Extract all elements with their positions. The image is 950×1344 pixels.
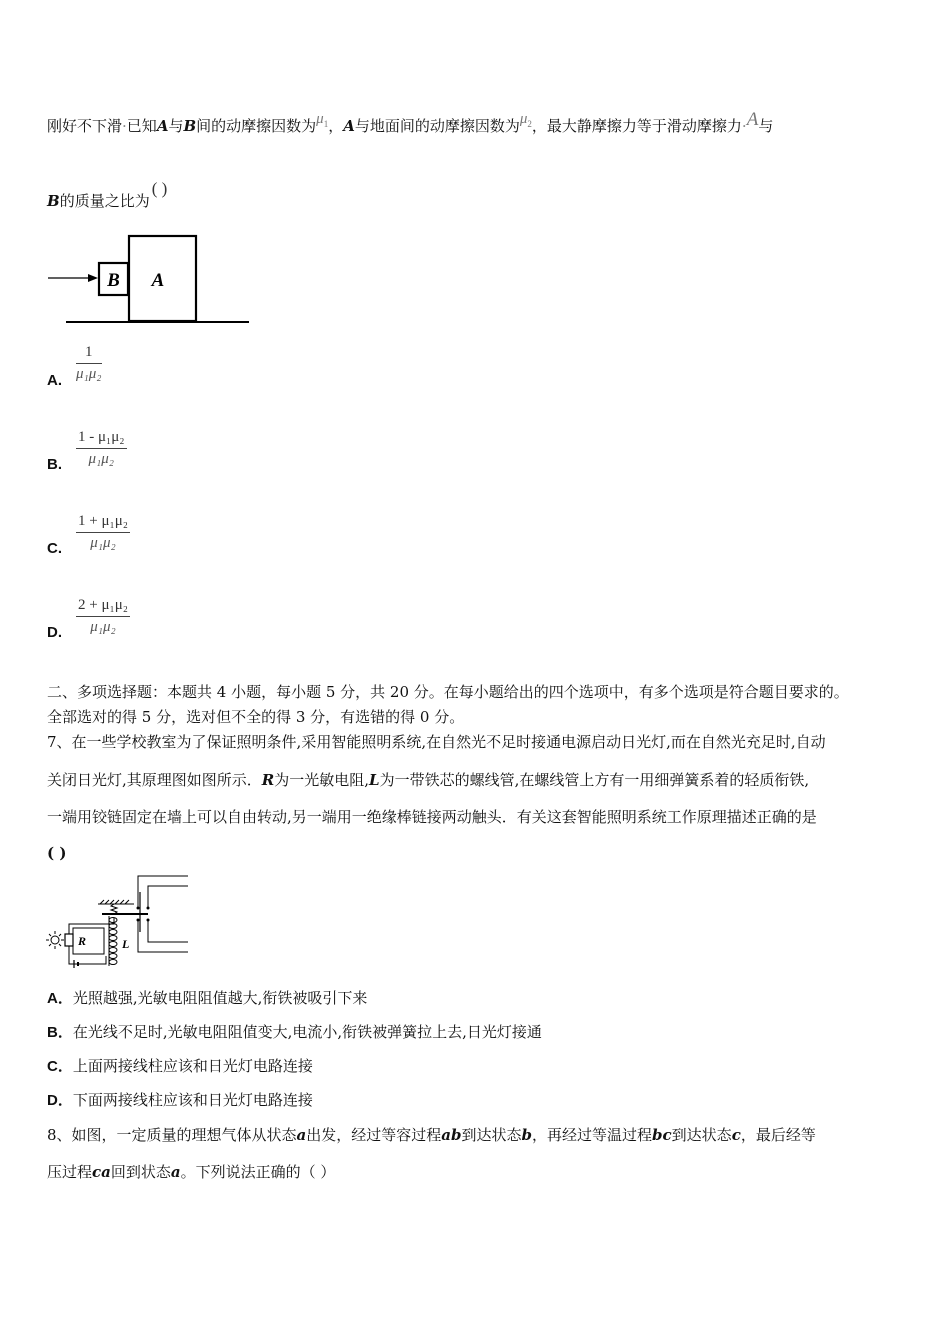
option-label: B． — [47, 1024, 73, 1041]
upper-terminal-outer — [138, 876, 188, 908]
q6-text: 已知 — [126, 117, 157, 135]
block-a-label: A — [151, 270, 165, 291]
q6-answer-paren: ( ) — [151, 179, 168, 198]
q7-text: 关闭日光灯,其原理图如图所示． — [47, 771, 262, 789]
section2-header-line1: 二、多项选择题：本题共 4 小题，每小题 5 分，共 20 分。在每小题给出的四个选项中，有多个选项是符合题目要求的。 — [47, 683, 849, 701]
q6-mu1: $\mu_1$ — [316, 111, 329, 129]
q8-text: 出发，经过等容过程 — [306, 1126, 442, 1144]
option-label: D． — [47, 1092, 73, 1109]
q6-option-a[interactable] — [47, 371, 62, 389]
q8-text: 回到状态 — [110, 1163, 171, 1181]
q8-process-ab: ab — [441, 1126, 462, 1144]
q7-circuit-figure — [44, 872, 194, 972]
fraction-numerator: 2 + μ₁μ₂ — [76, 597, 130, 617]
option-label: A． — [47, 990, 73, 1007]
fraction-denominator: μ₁μ₂ — [90, 619, 116, 635]
fraction-denominator: μ₁μ₂ — [90, 535, 116, 551]
option-label: D. — [47, 624, 62, 641]
q6-text: 与 — [168, 117, 184, 135]
light-source-icon — [46, 931, 64, 949]
option-label: C. — [47, 540, 62, 557]
q6-var-a: A — [343, 117, 355, 135]
q8-text: ，再经过等温过程 — [532, 1126, 653, 1144]
q8-process-bc: bc — [652, 1126, 672, 1144]
option-label: C． — [47, 1058, 73, 1075]
fraction-denominator: μ₁μ₂ — [76, 366, 102, 382]
q8-text: ，最后经等 — [740, 1126, 816, 1144]
option-text: 在光线不足时,光敏电阻阻值变大,电流小,衔铁被弹簧拉上去,日光灯接通 — [72, 1023, 542, 1041]
q6-option-d[interactable] — [47, 623, 62, 641]
q6-option-c-fraction — [76, 513, 130, 552]
q8-stem-line1 — [47, 1124, 816, 1145]
q6-text: 刚好不下滑 — [47, 117, 123, 135]
option-text: 上面两接线柱应该和日光灯电路连接 — [72, 1057, 313, 1075]
q7-answer-paren: ( ) — [47, 844, 67, 862]
q7-text: 为一光敏电阻, — [274, 771, 370, 789]
q8-state-a: a — [296, 1126, 307, 1144]
q8-text: 压过程 — [47, 1163, 93, 1181]
q6-text: ， — [328, 117, 344, 135]
option-text: 光照越强,光敏电阻阻值越大,衔铁被吸引下来 — [72, 989, 368, 1007]
q6-text: 与地面间的动摩擦因数为 — [354, 117, 520, 135]
option-label: A. — [47, 372, 62, 389]
fraction-numerator: 1 - μ₁μ₂ — [76, 429, 127, 449]
q6-stem-line2 — [47, 179, 168, 211]
option-label: B. — [47, 456, 62, 473]
q7-stem-line3: 一端用铰链固定在墙上可以自由转动,另一端用一绝缘棒链接两动触头．有关这套智能照明系统工作原理描述正确的是 — [47, 808, 817, 826]
section2-header-line2: 全部选对的得 5 分，选对但不全的得 3 分，有选错的得 0 分。 — [47, 708, 465, 726]
fraction-numerator: 1 + μ₁μ₂ — [76, 513, 130, 533]
q7-stem-line1: 7、在一些学校教室为了保证照明条件,采用智能照明系统,在自然光不足时接通电源启动日光灯,而在自然光充足时,自动 — [47, 733, 826, 751]
photoresistor-window — [65, 934, 73, 946]
q8-state-c: c — [731, 1126, 741, 1144]
push-arrow-head — [88, 274, 98, 282]
lower-terminal-inner — [148, 920, 188, 942]
q6-option-b-fraction — [76, 429, 127, 468]
q6-text: ，最大静摩擦力等于滑动摩擦力 — [531, 117, 742, 135]
coil-label: L — [122, 937, 130, 951]
q7-option-a[interactable] — [47, 987, 367, 1008]
q8-text: 8、如图，一定质量的理想气体从状态 — [47, 1126, 297, 1144]
fraction-denominator: μ₁μ₂ — [88, 451, 115, 467]
q6-text: 与 — [758, 117, 774, 135]
block-b-label: B — [107, 270, 120, 291]
q6-option-a-fraction — [76, 344, 102, 383]
q6-mu2: $\mu_2$ — [519, 111, 532, 129]
circuit-wire-top — [69, 918, 114, 934]
wall-hinge-hatch — [98, 900, 134, 904]
q7-stem-line2 — [47, 769, 809, 790]
q6-block-figure — [44, 230, 254, 330]
q8-state-a: a — [170, 1163, 181, 1181]
q7-var-r: R — [261, 771, 275, 789]
q6-var-a: A — [156, 117, 169, 135]
q6-var-b: B — [183, 117, 197, 135]
q6-text: 的质量之比为 — [59, 192, 150, 210]
q8-state-b: b — [521, 1126, 533, 1144]
q7-option-c[interactable] — [47, 1055, 313, 1076]
fraction-numerator: 1 — [76, 344, 102, 364]
lower-terminal-outer — [138, 920, 188, 952]
q6-var-b: B — [47, 192, 60, 210]
upper-terminal-inner — [148, 886, 188, 908]
q6-option-d-fraction — [76, 597, 130, 636]
resistor-label: R — [78, 934, 87, 948]
q6-var-a-italic: A — [746, 109, 759, 130]
solenoid-coil — [109, 916, 117, 966]
q6-text: 间的动摩擦因数为 — [196, 117, 317, 135]
q7-option-b[interactable] — [47, 1021, 542, 1042]
q8-text: 到达状态 — [461, 1126, 522, 1144]
q7-text: 为一带铁芯的螺线管,在螺线管上方有一用细弹簧系着的轻质衔铁, — [379, 771, 810, 789]
q8-stem-line2 — [47, 1161, 335, 1182]
q8-text: 到达状态 — [671, 1126, 732, 1144]
q7-option-d[interactable] — [47, 1089, 313, 1110]
q8-text: 。下列说法正确的（ ） — [180, 1163, 336, 1181]
q6-option-b[interactable] — [47, 455, 62, 473]
q6-option-c[interactable] — [47, 539, 62, 557]
spring — [111, 904, 117, 914]
q8-process-ca: ca — [92, 1163, 111, 1181]
q7-var-l: L — [369, 771, 380, 789]
option-text: 下面两接线柱应该和日光灯电路连接 — [72, 1091, 313, 1109]
q6-stem-line1: 刚好不下滑·已知A与B间的动摩擦因数为$\mu_1$，A与地面间的动摩擦因数为$\mu_2$，最大静摩擦力等于滑动摩擦力·A与 — [47, 109, 774, 135]
